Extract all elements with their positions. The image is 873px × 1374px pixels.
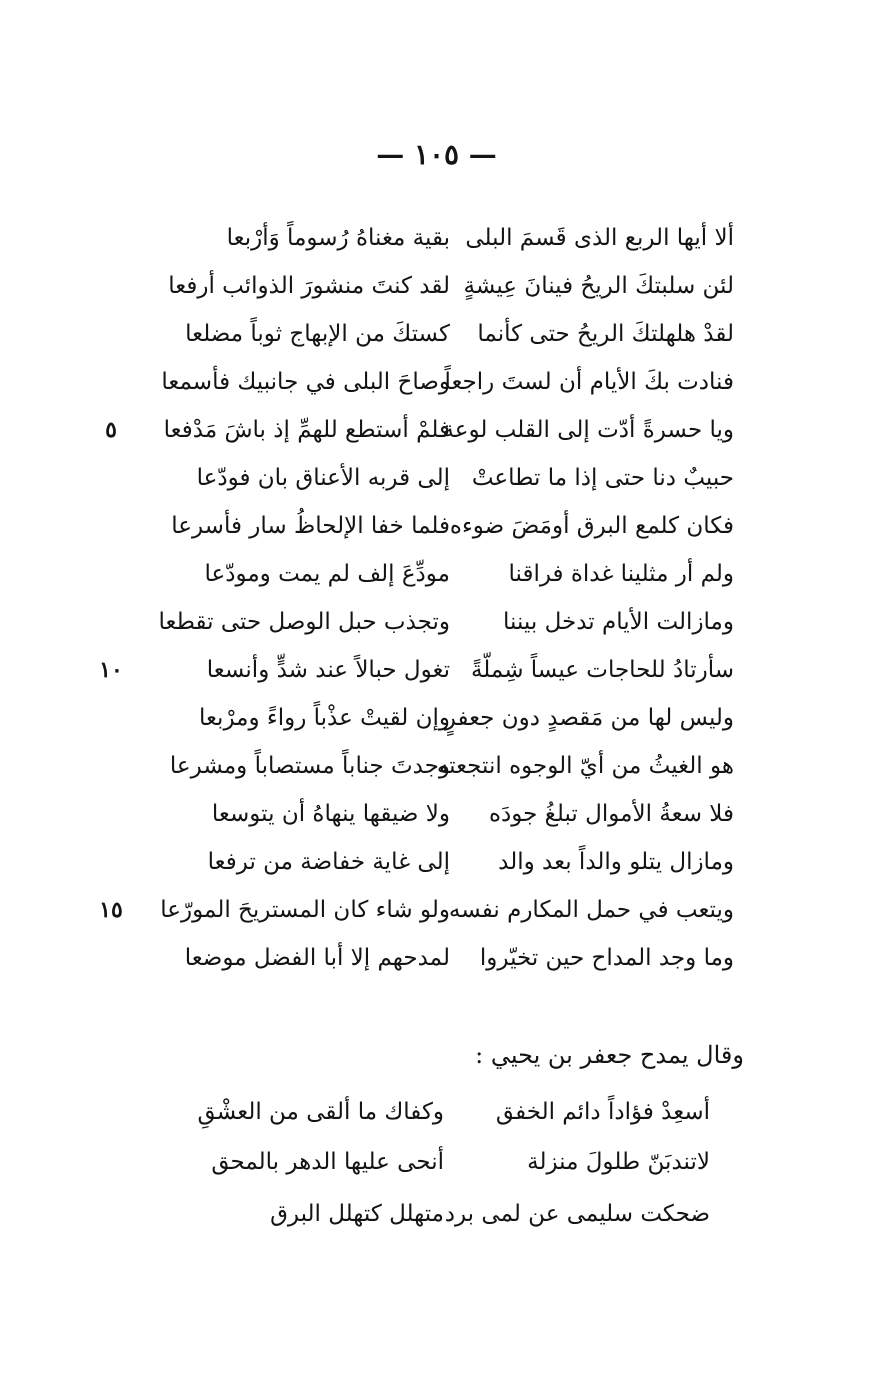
verse-row xyxy=(0,598,873,646)
verse-second-hemistich: كستكَ من الإبهاج ثوباً مضلعا xyxy=(185,321,450,347)
verse-first-hemistich: أسعِدْ فؤاداً دائم الخفق xyxy=(495,1099,710,1125)
verse-first-hemistich: ويا حسرةً أدّت إلى القلب لوعة xyxy=(442,417,734,443)
line-number xyxy=(86,694,136,742)
verse-row xyxy=(0,742,873,790)
verse-first-hemistich: لئن سلبتكَ الريحُ فينانَ عِيشةٍ xyxy=(463,273,734,299)
verse-row xyxy=(0,1190,873,1238)
verse-second-hemistich: تغول حبالاً عند شدٍّ وأنسعا xyxy=(206,657,450,683)
verse-second-hemistich: بقية مغناهُ رُسوماً وَأرْبعا xyxy=(226,225,450,251)
verse-second-hemistich: لقد كنتَ منشورَ الذوائب أرفعا xyxy=(168,273,450,299)
verse-first-hemistich: لقدْ هلهلتكَ الريحُ حتى كأنما xyxy=(477,321,734,347)
verse-row xyxy=(0,262,873,310)
verse-second-hemistich: أنحى عليها الدهر بالمحق xyxy=(211,1149,444,1175)
verse-second-hemistich: مودِّعَ إلف لم يمت ومودّعا xyxy=(204,561,450,587)
verse-row xyxy=(0,310,873,358)
verse-second-hemistich: متهلل كتهلل البرق xyxy=(270,1201,444,1227)
line-number: ٥ xyxy=(105,417,117,443)
poem-intro-heading: وقال يمدح جعفر بن يحيي : xyxy=(475,1041,744,1069)
verse-first-hemistich: وليس لها من مَقصدٍ دون جعفرٍ xyxy=(444,705,734,731)
verse-first-hemistich: ومازال يتلو والداً بعد والد xyxy=(498,849,734,875)
line-number xyxy=(86,214,136,262)
page-number: — ١٠٥ — xyxy=(376,138,497,171)
line-number xyxy=(86,454,136,502)
verse-first-hemistich: ولم أر مثلينا غداة فراقنا xyxy=(508,561,734,587)
verse-second-hemistich: إلى غاية خفاضة من ترفعا xyxy=(207,849,450,875)
line-number xyxy=(86,502,136,550)
verse-second-hemistich: وإن لقيتْ عذْباً رواءً ومرْبعا xyxy=(198,705,450,731)
verse-row xyxy=(0,694,873,742)
verse-row xyxy=(0,1088,873,1136)
verse-second-hemistich: ولا ضيقها ينهاهُ أن يتوسعا xyxy=(211,801,450,827)
verse-first-hemistich: ضحكت سليمى عن لمى برد xyxy=(444,1201,710,1227)
verse-row xyxy=(0,1138,873,1186)
verse-row xyxy=(0,358,873,406)
verse-second-hemistich: لمدحهم إلا أبا الفضل موضعا xyxy=(184,945,450,971)
verse-row xyxy=(0,886,873,934)
verse-second-hemistich: فلما خفا الإلحاظُ سار فأسرعا xyxy=(171,513,450,539)
verse-row xyxy=(0,454,873,502)
verse-first-hemistich: ومازالت الأيام تدخل بيننا xyxy=(503,609,734,635)
verse-row xyxy=(0,838,873,886)
verse-row xyxy=(0,406,873,454)
line-number xyxy=(86,358,136,406)
line-number xyxy=(86,598,136,646)
line-number: ١٠ xyxy=(99,657,123,683)
line-number xyxy=(86,310,136,358)
line-number: ١٥ xyxy=(99,897,123,923)
verse-second-hemistich: إلى قربه الأعناق بان فودّعا xyxy=(196,465,450,491)
verse-second-hemistich: وصاحَ البلى في جانبيك فأسمعا xyxy=(161,369,450,395)
verse-second-hemistich: وكفاك ما ألقى من العشْقِ xyxy=(197,1099,444,1125)
verse-second-hemistich: فلمْ أستطع للهمِّ إذ باشَ مَدْفعا xyxy=(163,417,450,443)
verse-row xyxy=(0,502,873,550)
verse-second-hemistich: ولو شاء كان المستريحَ المورّعا xyxy=(160,897,450,923)
verse-row xyxy=(0,646,873,694)
verse-first-hemistich: فلا سعةُ الأموال تبلغُ جودَه xyxy=(488,801,734,827)
verse-row xyxy=(0,550,873,598)
line-number xyxy=(86,262,136,310)
line-number xyxy=(86,742,136,790)
verse-row xyxy=(0,790,873,838)
verse-first-hemistich: ويتعب في حمل المكارم نفسه xyxy=(448,897,734,923)
line-number xyxy=(86,838,136,886)
verse-second-hemistich: وتجذب حبل الوصل حتى تقطعا xyxy=(158,609,450,635)
verse-row xyxy=(0,934,873,982)
verse-first-hemistich: حبيبٌ دنا حتى إذا ما تطاعتْ xyxy=(471,465,734,491)
line-number xyxy=(86,790,136,838)
verse-row xyxy=(0,214,873,262)
line-number xyxy=(86,550,136,598)
verse-first-hemistich: سأرتادُ للحاجات عيساً شِملّةً xyxy=(470,657,734,683)
verse-first-hemistich: فكان كلمع البرق أومَضَ ضوءه xyxy=(449,513,734,539)
verse-first-hemistich: هو الغيثُ من أيّ الوجوه انتجعته xyxy=(436,753,734,779)
verse-first-hemistich: لاتندبَنّ طلولَ منزلة xyxy=(527,1149,710,1175)
verse-first-hemistich: ألا أيها الربع الذى قَسمَ البلى xyxy=(465,225,734,251)
line-number xyxy=(86,934,136,982)
verse-first-hemistich: وما وجد المداح حين تخيّروا xyxy=(479,945,734,971)
verse-first-hemistich: فنادت بكَ الأيام أن لستَ راجعاً xyxy=(444,369,734,395)
verse-second-hemistich: وجدتَ جناباً مستصاباً ومشرعا xyxy=(169,753,450,779)
